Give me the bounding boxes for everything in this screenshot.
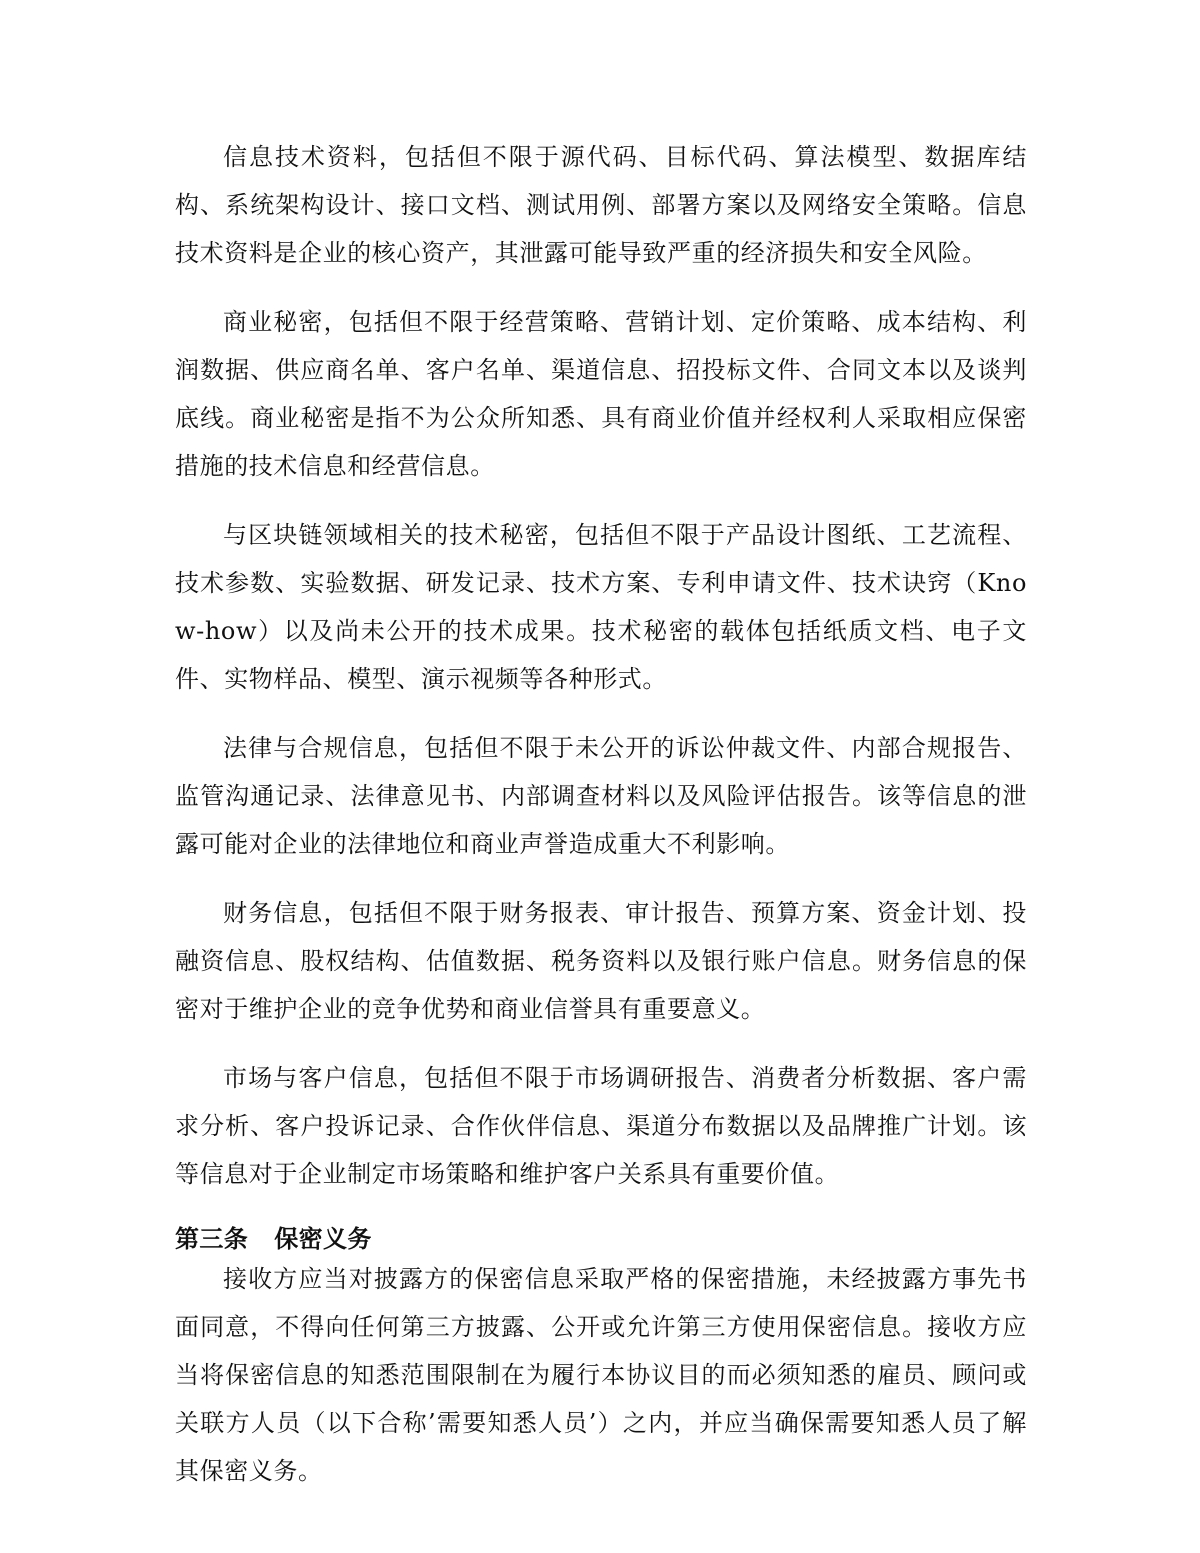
paragraph-trade-secrets: 商业秘密，包括但不限于经营策略、营销计划、定价策略、成本结构、利润数据、供应商名单、客户名单、渠道信息、招投标文件、合同文本以及谈判底线。商业秘密是指不为公众所知悉、具有商业价值并经权利人采取相应保密措施的技术信息和经营信息。 [175, 308, 1027, 480]
paragraph-confidentiality-obligation: 接收方应当对披露方的保密信息采取严格的保密措施，未经披露方事先书面同意，不得向任何第三方披露、公开或允许第三方使用保密信息。接收方应当将保密信息的知悉范围限制在为履行本协议目的而必须知悉的雇员、顾问或关联方人员（以下合称’需要知悉人员’）之内，并应当确保需要知悉人员了解其保密义务。 [175, 1265, 1027, 1485]
paragraph-financial-info: 财务信息，包括但不限于财务报表、审计报告、预算方案、资金计划、投融资信息、股权结构、估值数据、税务资料以及银行账户信息。财务信息的保密对于维护企业的竞争优势和商业信誉具有重要意义。 [175, 899, 1027, 1023]
paragraph-legal-compliance: 法律与合规信息，包括但不限于未公开的诉讼仲裁文件、内部合规报告、监管沟通记录、法律意见书、内部调查材料以及风险评估报告。该等信息的泄露可能对企业的法律地位和商业声誉造成重大不利影响。 [175, 734, 1027, 858]
section-heading [175, 1219, 1027, 1259]
paragraph-market-customer: 市场与客户信息，包括但不限于市场调研报告、消费者分析数据、客户需求分析、客户投诉记录、合作伙伴信息、渠道分布数据以及品牌推广计划。该等信息对于企业制定市场策略和维护客户关系具有重要价值。 [175, 1064, 1027, 1188]
paragraph-it-materials: 信息技术资料，包括但不限于源代码、目标代码、算法模型、数据库结构、系统架构设计、接口文档、测试用例、部署方案以及网络安全策略。信息技术资料是企业的核心资产，其泄露可能导致严重的经济损失和安全风险。 [175, 143, 1027, 267]
section-number: 第三条 [175, 1225, 249, 1253]
section-title: 保密义务 [274, 1225, 372, 1253]
paragraph-technical-secrets: 与区块链领域相关的技术秘密，包括但不限于产品设计图纸、工艺流程、技术参数、实验数据、研发记录、技术方案、专利申请文件、技术诀窍（Know-how）以及尚未公开的技术成果。技术秘密的载体包括纸质文档、电子文件、实物样品、模型、演示视频等各种形式。 [175, 521, 1027, 693]
document-body [175, 133, 1027, 1516]
